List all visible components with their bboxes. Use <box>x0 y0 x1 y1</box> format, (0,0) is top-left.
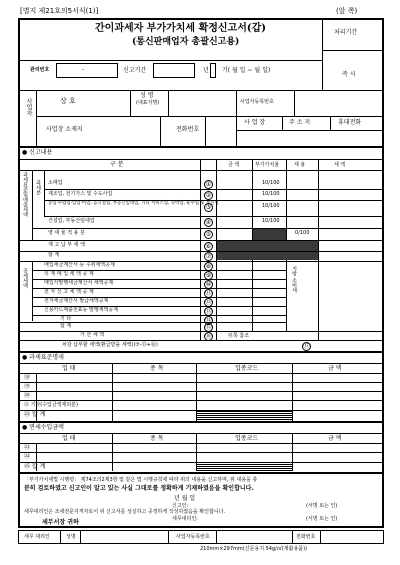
col-vat-rate: 부가가치율 <box>255 162 280 168</box>
col-mobile: 휴대전화 <box>338 119 362 126</box>
s2-code-hatch <box>197 410 292 420</box>
s3-col-item: 종 목 <box>150 435 164 442</box>
footer-reg-label: 사업자등록번호 <box>176 534 210 540</box>
s3-row-2: ㉔ <box>24 453 31 460</box>
col-tax: 세 액 <box>334 162 346 168</box>
filer-sign: (서명 또는 인) <box>306 503 338 509</box>
ded-row-7-num: ⑭ <box>205 317 212 324</box>
s2-row-1: ⑱ <box>24 374 31 381</box>
row-construction-num: ④ <box>205 219 212 226</box>
row-total-num: ⑦ <box>205 253 212 260</box>
group-tax-base: 과세표준및매출세액 <box>22 172 28 217</box>
period-range: 기( 월 일 ~ 월 일) <box>222 67 271 74</box>
row-retail-label: 소매업 <box>48 180 63 186</box>
agent-line: 세무대리인은 조세전문자격자로서 위 신고서를 성실하고 공정하게 작성하였음을 확인합니다. <box>24 509 226 515</box>
s2-col-code: 업종코드 <box>235 365 259 372</box>
s2-row-3: ⑳ <box>24 392 31 399</box>
year-suffix: 년 <box>203 67 209 74</box>
reg-no-label: 사업자등록번호 <box>240 99 274 105</box>
ded-row-2-num: ⑨ <box>205 272 212 279</box>
s2-col-type: 업 태 <box>62 365 76 372</box>
inventory-shade <box>217 241 318 251</box>
col-amount: 금 액 <box>228 162 240 168</box>
s3-col-code: 업종코드 <box>235 435 259 442</box>
ded-row-8-label: 합 계 <box>60 323 72 329</box>
declaration-line1: 「부가가치세법 시행령」 제74조의2제3항 및 같은 법 시행규칙에 따라 위의 내용을 신고하며, 위 내용을 충 <box>24 477 258 483</box>
ded-row-4-num: ⑪ <box>205 290 212 297</box>
zerorate-shade <box>253 229 286 240</box>
group-deduction: 공제세액 <box>22 268 28 288</box>
tax-return-form: [별지 제21호의5서식(1)] (앞 쪽) 간이과세자 부가가치세 확정신고서(갑) (통신판매업자 총괄신고용) 처리기간 즉 시 관리번호 - 신고기간 년 기( 월 일 ~ 월 일) 사업자 상 호 성 명 (대표자명) 사업자등록번호 사업장 소재지 전화번호 사 업 장 주 소 지 휴대전화 ● 신고내용 구 분 금 액 부가가치율 세 율 세 액 과세표준및매출세액 과세분 소매업 ① 10/100 제조업, 전기가스 및 수도사업 ② 10/100 농업·수렵업·임업·어업, 음식점업, 부동산임대업, 기타 서비스업, 숙박업, 운수업 및 통신업 ③ 10/100 건설업, 부동산임대업 ④ 10/100 영 세 율 적 용 분 ⑤ 0/100 재 고 납 부 세 액 ⑥ 합 계 ⑦ 공제세액 매입세금계산서 등 수취세액공제 ⑧ 의 제 매 입 세 액 공 제 ⑨ 매입자발행세금계산서 세액공제 ⑩ 전 자 신 고 세 액 공 제 ⑪ 전자세금계산서 발급세액공제 ⑫ 신용카드매출전표등 발행세액공제 ⑬ 기 타 ⑭ 합 계 ⑮ 지방 소비세 가 산 세 액 ⑯ 뒤쪽 참조 차감 납부할 세액(환급받을 세액)(⑦-⑮+⑯) ⑰ ● 과세표준명세 업 태 종 목 업종코드 금 액 ⑱ ⑲ ⑳ ㉑ 기타(수입금액제외분) ㉒ 합 계 ● 면세수입금액 업 태 종 목 업종코드 금 액 ㉓ ㉔ ㉕ 합 계 「부가가치세법 시행령」 제74조의2제3항 및 같은 법 시행규칙에 따라 위의 내용을 신고하며, 위 내용을 충 분히 검토하였고 신고인이 알고 있는 사실 그대로를 정확하게 기재하였음을 확인합니다. 년 월 일 신고인: (서명 또는 인) 세무대리인은 조세전문자격자로서 위 신고서를 성실하고 공정하게 작성하였음을 확인합니다. 세무대리인: (서명 또는 인) 세무서장 귀하 세무 대리인 성명 사업자등록번호 전화번호 210mm×297mm(신문용지 54g/㎡(재활용품)) <box>0 0 400 565</box>
processing-label: 처리기간 <box>334 29 358 36</box>
s2-col-item: 종 목 <box>150 365 164 372</box>
ded-row-2-label: 의 제 매 입 세 액 공 제 <box>44 271 94 277</box>
taxpayer-label: 사업자 <box>25 98 32 116</box>
form-title: 간이과세자 부가가치세 확정신고서(갑) <box>95 23 266 34</box>
row-service-rate: 10/100 <box>262 203 280 209</box>
s2-row-4: ㉑ 기타(수입금액제외분) <box>24 402 78 408</box>
row-manuf-num: ② <box>205 192 212 199</box>
ded-row-5-num: ⑫ <box>205 299 212 306</box>
mgmt-no-field[interactable] <box>56 63 118 78</box>
row-retail-rate: 10/100 <box>262 180 280 186</box>
row-zerorate-num: ⑤ <box>205 231 212 238</box>
row-manuf-rate: 10/100 <box>262 191 280 197</box>
mgmt-no-label: 관리번호 <box>30 67 50 73</box>
row-inventory-label: 재 고 납 부 세 액 <box>48 242 85 248</box>
sub-taxable: 과세분 <box>35 180 41 195</box>
ded-row-3-label: 매입자발행세금계산서 세액공제 <box>44 280 114 286</box>
ded-row-7-label: 기 타 <box>60 316 72 322</box>
footer-phone-label: 전화번호 <box>296 534 316 540</box>
ded-row-5-label: 전자세금계산서 발급세액공제 <box>44 298 109 304</box>
agent-label: 세무대리인: <box>172 516 198 522</box>
ded-row-4-label: 전 자 신 고 세 액 공 제 <box>44 289 94 295</box>
addtax-label: 가 산 세 액 <box>80 332 105 338</box>
s2-row-2: ⑲ <box>24 383 31 390</box>
row-construction-rate: 10/100 <box>262 218 280 224</box>
total-shade <box>217 252 318 260</box>
ded-row-1-label: 매입세금계산서 등 수취세액공제 <box>44 262 115 268</box>
declaration-line2: 분히 검토하였고 신고인이 알고 있는 사실 그대로를 정확하게 기재하였음을 확인합니다. <box>24 485 254 492</box>
office: 세무서장 귀하 <box>42 519 79 526</box>
period-label: 신고기간 <box>123 67 147 74</box>
paper-spec: 210mm×297mm(신문용지 54g/㎡(재활용품)) <box>200 546 308 552</box>
final-label: 차감 납부할 세액(환급받을 세액)(⑦-⑮+⑯) <box>62 342 158 348</box>
col-division: 구 분 <box>110 161 124 168</box>
address-label: 사업장 소재지 <box>46 126 83 133</box>
row-service-num: ③ <box>205 204 212 211</box>
col-home: 주 소 지 <box>289 119 311 126</box>
s3-col-type: 업 태 <box>62 435 76 442</box>
rep-sub: (대표자명) <box>136 100 160 106</box>
phone-label: 전화번호 <box>176 126 200 133</box>
ded-row-6-label: 신용카드매출전표등 발행세액공제 <box>44 307 119 313</box>
s3-row-3: ㉕ 합 계 <box>24 463 46 470</box>
row-inventory-num: ⑥ <box>205 243 212 250</box>
processing-value: 즉 시 <box>342 71 356 78</box>
row-total-label: 합 계 <box>48 252 60 258</box>
row-zerorate-rate: 0/100 <box>295 230 310 236</box>
row-manuf-label: 제조업, 전기가스 및 수도사업 <box>48 191 113 197</box>
s3-col-amount: 금 액 <box>328 435 342 442</box>
ded-row-8-num: ⑮ <box>205 324 212 331</box>
side-label: (앞 쪽) <box>336 7 358 15</box>
col-business: 사 업 장 <box>244 119 266 126</box>
term-field[interactable] <box>210 63 216 78</box>
addtax-ref: 뒤쪽 참조 <box>228 333 249 339</box>
agent-sign: (서명 또는 인) <box>306 516 338 522</box>
section1-title: ● 신고내용 <box>22 149 53 156</box>
footer-agent-label: 세무 대리인 <box>24 534 50 540</box>
ded-row-6-num: ⑬ <box>205 308 212 315</box>
name-label: 상 호 <box>60 97 76 105</box>
s3-row-1: ㉓ <box>24 444 31 451</box>
ded-row-3-num: ⑩ <box>205 281 212 288</box>
deduction-note: 지방 소비세 <box>291 266 297 293</box>
year-field[interactable] <box>153 63 195 78</box>
s3-code-hatch <box>197 462 292 471</box>
section2-title: ● 과세표준명세 <box>22 354 64 361</box>
declaration-date: 년 월 일 <box>174 495 196 502</box>
footer-name-label: 성명 <box>66 534 76 540</box>
rep-label: 성 명 <box>140 92 154 99</box>
form-subtitle: (통신판매업자 총괄신고용) <box>132 37 240 47</box>
row-zerorate-label: 영 세 율 적 용 분 <box>48 230 85 236</box>
s2-row-5: ㉒ 합 계 <box>24 411 46 418</box>
section3-title: ● 면세수입금액 <box>22 424 64 431</box>
s2-col-amount: 금 액 <box>328 365 342 372</box>
row-construction-label: 건설업, 부동산임대업 <box>48 218 95 224</box>
ded-row-1-num: ⑧ <box>205 263 212 270</box>
row-retail-num: ① <box>205 181 212 188</box>
filer-label: 신고인: <box>172 503 189 509</box>
row-service-label: 농업·수렵업·임업·어업, 음식점업, 부동산임대업, 기타 서비스업, 숙박업, 운수업 및 통신업 <box>48 201 219 206</box>
form-number: [별지 제21호의5서식(1)] <box>20 7 99 15</box>
final-num: ⑰ <box>303 343 310 350</box>
addtax-num: ⑯ <box>205 333 212 340</box>
col-tax-rate: 세 율 <box>294 162 306 168</box>
